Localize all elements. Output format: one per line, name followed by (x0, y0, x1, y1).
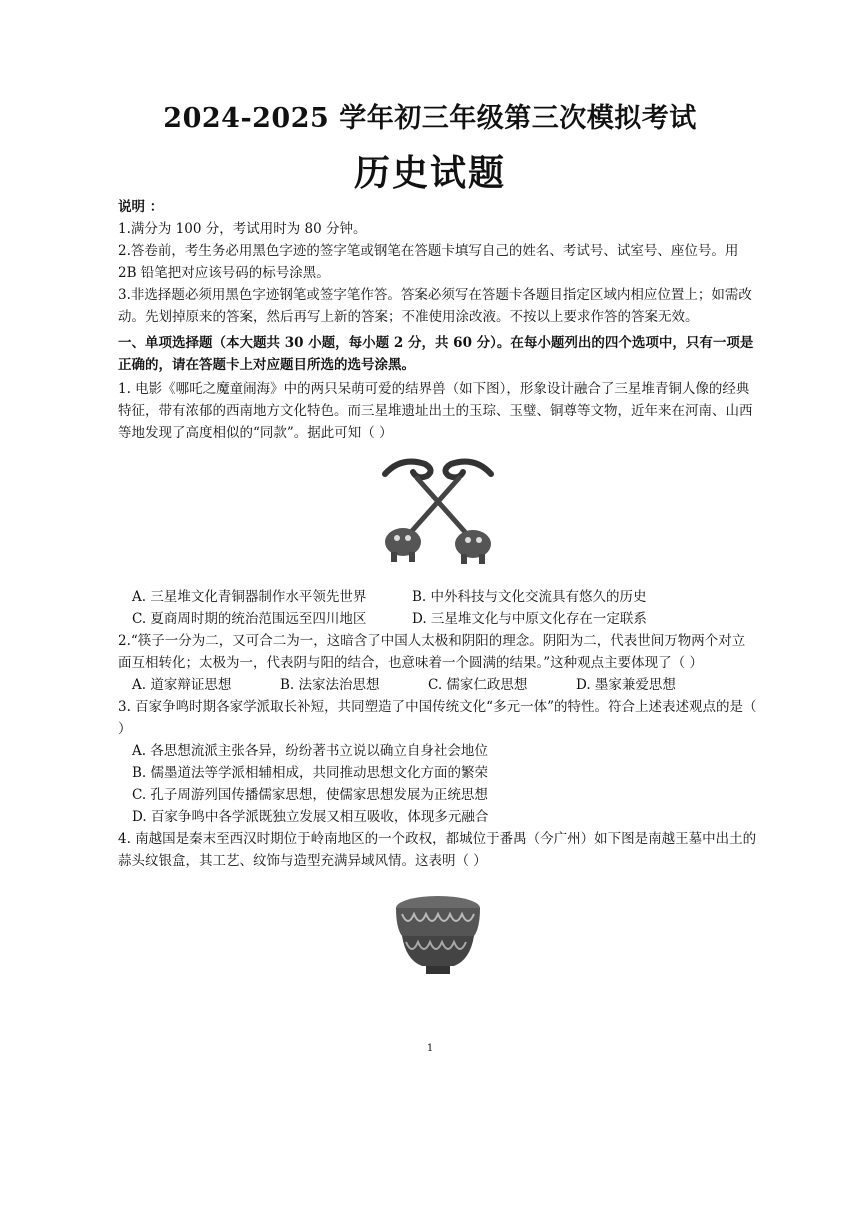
question-1-options-row-2 (118, 608, 758, 630)
instruction-item-2: 2.答卷前，考生务必用黑色字迹的签字笔或钢笔在答题卡填写自己的姓名、考试号、试室号、座位号。用 2B 铅笔把对应该号码的标号涂黑。 (118, 243, 739, 281)
question-3-stem: 3. 百家争鸣时期各家学派取长补短，共同塑造了中国传统文化“多元一体”的特性。符合上述表述观点的是（ ） (118, 699, 757, 737)
question-3-option-c: C. 孔子周游列国传播儒家思想，使儒家思想发展为正统思想 (132, 787, 488, 803)
question-2-stem: 2.“筷子一分为二，又可合二为一，这暗含了中国人太极和阴阳的理念。阴阳为二，代表世间万物两个对立面互相转化；太极为一，代表阴与阳的结合，也意味着一个圆满的结果。”这种观点主要体现了（ ） (118, 633, 746, 671)
question-1-option-c: C. 夏商周时期的统治范围远至四川地区 (132, 611, 367, 627)
question-1-option-a: A. 三星堆文化青铜器制作水平领先世界 (132, 589, 367, 605)
question-1-figure (118, 452, 758, 580)
question-4-stem: 4. 南越国是秦末至西汉时期位于岭南地区的一个政权，都城位于番禺（今广州）如下图是南越王墓中出土的蒜头纹银盒，其工艺、纹饰与造型充满异域风情。这表明（ ） (118, 831, 757, 869)
question-2-option-a: A. 道家辩证思想 (132, 677, 232, 693)
instructions-heading: 说明 ： (118, 199, 164, 215)
question-2-option-d: D. 墨家兼爱思想 (576, 677, 676, 693)
question-3-option-b: B. 儒墨道法等学派相辅相成，共同推动思想文化方面的繁荣 (132, 765, 489, 781)
exam-body (118, 196, 758, 984)
question-1-stem: 1. 电影《哪吒之魔童闹海》中的两只呆萌可爱的结界兽（如下图），形象设计融合了三星堆青铜人像的经典特征，带有浓郁的西南地方文化特色。而三星堆遗址出土的玉琮、玉璧、铜尊等文物，近年来在河南、山西等地发现了高度相似的“同款”。据此可知（ ） (118, 381, 753, 441)
instruction-item-3: 3.非选择题必须用黑色字迹钢笔或签字笔作答。答案必须写在答题卡各题目指定区域内相应位置上；如需改动。先划掉原来的答案，然后再写上新的答案；不准使用涂改液。不按以上要求作答的答案无效。 (118, 287, 752, 325)
question-2-options (118, 674, 758, 696)
question-4-figure (118, 888, 758, 984)
exam-title: 2024-2025 学年初三年级第三次模拟考试 (163, 103, 697, 134)
question-1-option-b: B. 中外科技与文化交流具有悠久的历史 (412, 589, 647, 605)
subject-title: 历史试题 (353, 152, 506, 194)
silver-box-illustration (388, 888, 488, 978)
question-3-option-d: D. 百家争鸣中各学派既独立发展又相互吸收，体现多元融合 (132, 809, 489, 825)
question-3-option-a: A. 各思想流派主张各异，纷纷著书立说以确立自身社会地位 (132, 743, 488, 759)
question-1-options-row-1 (118, 586, 758, 608)
question-2-option-c: C. 儒家仁政思想 (428, 677, 528, 693)
page-number: 1 (426, 1043, 434, 1054)
section-heading: 一、单项选择题（本大题共 30 小题，每小题 2 分，共 60 分）。在每小题列出的四个选项中，只有一项是正确的，请在答题卡上对应题目所选的选号涂黑。 (118, 335, 754, 373)
question-2-option-b: B. 法家法治思想 (280, 677, 380, 693)
question-1-option-d: D. 三星堆文化与中原文化存在一定联系 (412, 611, 647, 627)
guardian-beasts-illustration (373, 452, 503, 572)
instruction-item-1: 1.满分为 100 分，考试用时为 80 分钟。 (118, 221, 367, 237)
